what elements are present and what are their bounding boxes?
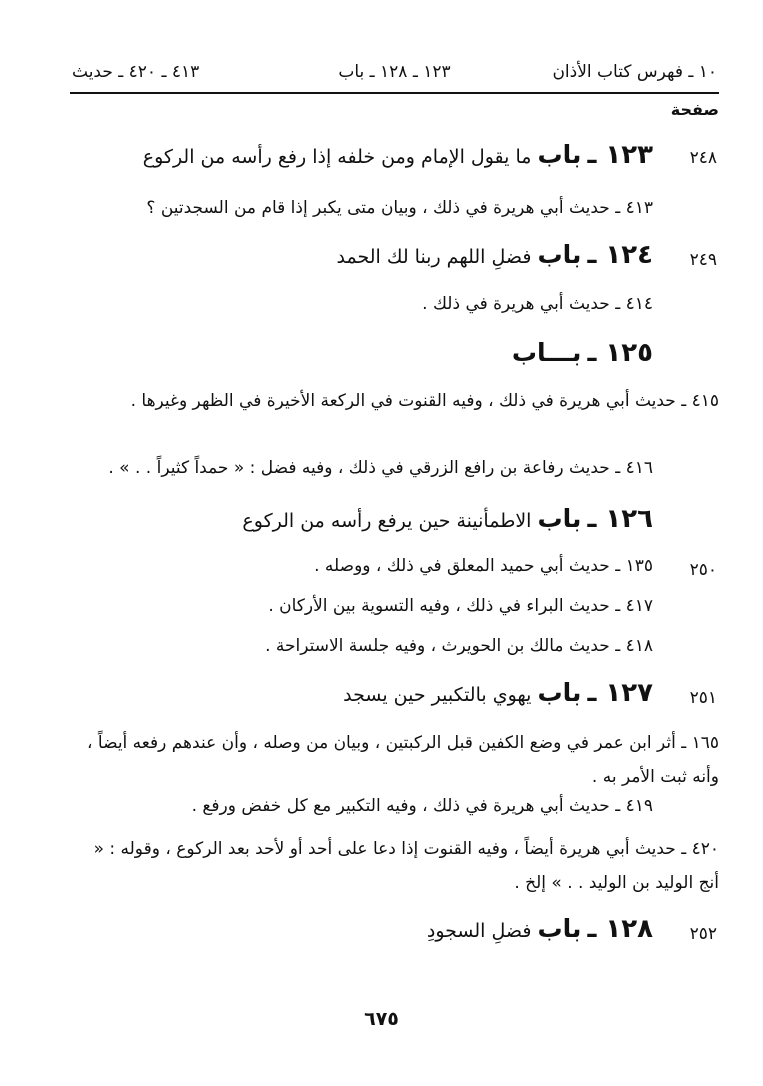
chapter-number: ١٢٥ ـ — [587, 338, 653, 368]
chapter-bab: باب — [537, 914, 582, 943]
page-number: ٢٤٩ — [689, 250, 717, 270]
chapter-bab: باب — [537, 140, 582, 169]
chapter-number: ١٢٨ ـ — [587, 914, 653, 944]
chapter-title: فضلِ السجودِ — [426, 920, 532, 942]
hadith-entry: ٤١٤ ـ حديث أبي هريرة في ذلك . — [422, 294, 653, 314]
page-number: ٢٥٢ — [689, 924, 717, 944]
header-rule — [70, 92, 719, 94]
hadith-entry: ٤١٩ ـ حديث أبي هريرة في ذلك ، وفيه التكبير مع كل خفض ورفع . — [191, 796, 653, 816]
chapter-number: ١٢٧ ـ — [587, 678, 653, 708]
page-column-label: صفحة — [670, 100, 719, 119]
hadith-entry: ٤٢٠ ـ حديث أبي هريرة أيضاً ، وفيه القنوت إذا دعا على أحد أو لأحد بعد الركوع ، وقوله : « أنج الوليد بن الوليد . . » إلخ . — [93, 839, 719, 893]
chapter-number: ١٢٤ ـ — [587, 240, 653, 270]
hadith-entry: ٤١٨ ـ حديث مالك بن الحويرث ، وفيه جلسة الاستراحة . — [265, 636, 653, 656]
page-number: ٢٥٠ — [689, 560, 717, 580]
hadith-entry: ٤١٦ ـ حديث رفاعة بن رافع الزرقي في ذلك ، وفيه فضل : « حمداً كثيراً . . » . — [108, 458, 653, 478]
chapter-heading — [336, 240, 653, 270]
chapter-bab: باب — [537, 678, 582, 707]
page-number: ٢٤٨ — [689, 148, 717, 168]
chapter-heading — [427, 914, 653, 944]
hadith-entry: ٤١٣ ـ حديث أبي هريرة في ذلك ، وبيان متى يكبر إذا قام من السجدتين ؟ — [146, 198, 653, 218]
chapter-title: ما يقول الإمام ومن خلفه إذا رفع رأسه من الركوع — [142, 146, 532, 168]
running-header — [72, 58, 717, 88]
chapter-heading — [143, 140, 653, 170]
page-number: ٢٥١ — [689, 688, 717, 708]
header-chapter-range: ١٢٣ ـ ١٢٨ ـ باب — [338, 62, 451, 82]
chapter-bab: باب — [537, 504, 582, 533]
hadith-entry: ١٦٥ ـ أثر ابن عمر في وضع الكفين قبل الركبتين ، وبيان من وصله ، وأن عندهم رفعه أيضاً ، وأنه ثبت الأمر به . — [87, 733, 719, 787]
chapter-number: ١٢٦ ـ — [587, 504, 653, 534]
chapter-heading — [512, 338, 653, 368]
chapter-number: ١٢٣ ـ — [587, 140, 653, 170]
hadith-entry: ٤١٥ ـ حديث أبي هريرة في ذلك ، وفيه القنوت في الركعة الأخيرة في الظهر وغيرها . — [130, 391, 719, 411]
chapter-heading — [242, 504, 653, 534]
hadith-entry: ١٣٥ ـ حديث أبي حميد المعلق في ذلك ، ووصله . — [314, 556, 653, 576]
chapter-title: الاطمأنينة حين يرفع رأسه من الركوع — [242, 510, 532, 532]
chapter-title: يهوي بالتكبير حين يسجد — [343, 684, 532, 706]
chapter-bab: بـــاب — [511, 338, 582, 367]
chapter-bab: باب — [537, 240, 582, 269]
header-section-title: ١٠ ـ فهرس كتاب الأذان — [552, 62, 717, 82]
header-hadith-range: ٤١٣ ـ ٤٢٠ ـ حديث — [72, 62, 200, 82]
hadith-entry: ٤١٧ ـ حديث البراء في ذلك ، وفيه التسوية بين الأركان . — [268, 596, 653, 616]
chapter-title: فضلِ اللهم ربنا لك الحمد — [336, 246, 532, 268]
footer-page-number: ٦٧٥ — [364, 1008, 399, 1030]
chapter-heading — [343, 678, 653, 708]
